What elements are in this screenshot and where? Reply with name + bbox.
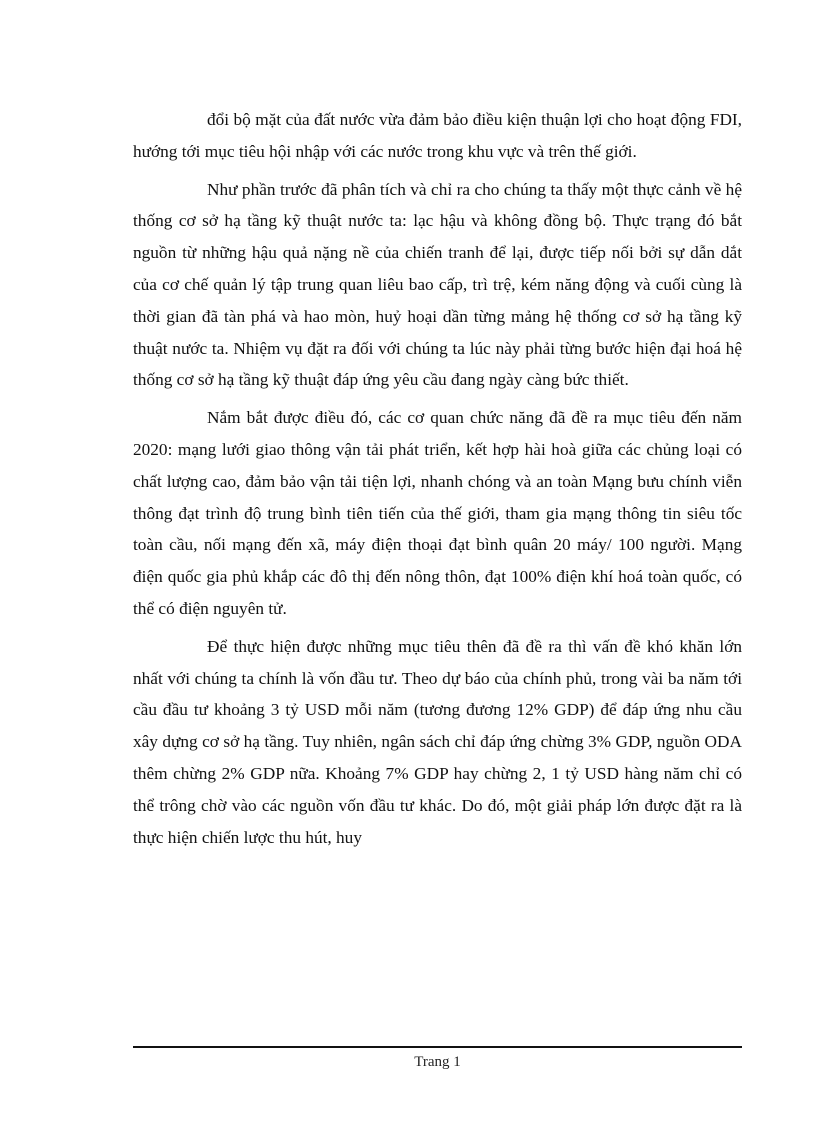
paragraph-2: Như phần trước đã phân tích và chỉ ra cho chúng ta thấy một thực cảnh về hệ thống cơ sở hạ tầng kỹ thuật nước ta: lạc hậu và không đồng bộ. Thực trạng đó bắt nguồn từ những hậu quả nặng nề của chiến tranh để lại, được tiếp nối bởi sự dẫn dắt của cơ chế quản lý tập trung quan liêu bao cấp, trì trệ, kém năng động và cuối cùng là thời gian đã tàn phá và hao mòn, huỷ hoại dần từng mảng hệ thống cơ sở hạ tầng kỹ thuật nước ta. Nhiệm vụ đặt ra đối với chúng ta lúc này phải từng bước hiện đại hoá hệ thống cơ sở hạ tầng kỹ thuật đáp ứng yêu cầu đang ngày càng bức thiết.	[133, 179, 742, 390]
footer-divider	[133, 1046, 742, 1048]
paragraph-3: Nắm bắt được điều đó, các cơ quan chức năng đã đề ra mục tiêu đến năm 2020: mạng lưới giao thông vận tải phát triển, kết hợp hài hoà giữa các chủng loại có chất lượng cao, đảm bảo vận tải tiện lợi, nhanh chóng và an toàn Mạng bưu chính viễn thông đạt trình độ trung bình tiên tiến của thế giới, tham gia mạng thông tin siêu tốc toàn cầu, nối mạng đến xã, máy điện thoại đạt bình quân 20 máy/ 100 người. Mạng điện quốc gia phủ khắp các đô thị đến nông thôn, đạt 100% điện khí hoá toàn quốc, có thể có điện nguyên tử.	[133, 408, 742, 618]
paragraph-1: đổi bộ mặt của đất nước vừa đảm bảo điều kiện thuận lợi cho hoạt động FDI, hướng tới mục tiêu hội nhập với các nước trong khu vực và trên thế giới.	[133, 110, 742, 161]
page-number: Trang 1	[414, 1054, 461, 1070]
body-text	[133, 104, 742, 859]
paragraph-4: Để thực hiện được những mục tiêu thên đã đề ra thì vấn đề khó khăn lớn nhất với chúng ta chính là vốn đầu tư. Theo dự báo của chính phủ, trong vài ba năm tới cầu đầu tư khoảng 3 tỷ USD mỗi năm (tương đương 12% GDP) để đáp ứng nhu cầu xây dựng cơ sở hạ tầng. Tuy nhiên, ngân sách chỉ đáp ứng chừng 3% GDP, nguồn ODA thêm chừng 2% GDP nữa. Khoảng 7% GDP hay chừng 2, 1 tỷ USD hàng năm chỉ có thể trông chờ vào các nguồn vốn đầu tư khác. Do đó, một giải pháp lớn được đặt ra là thực hiện chiến lược thu hút, huy	[133, 636, 742, 847]
